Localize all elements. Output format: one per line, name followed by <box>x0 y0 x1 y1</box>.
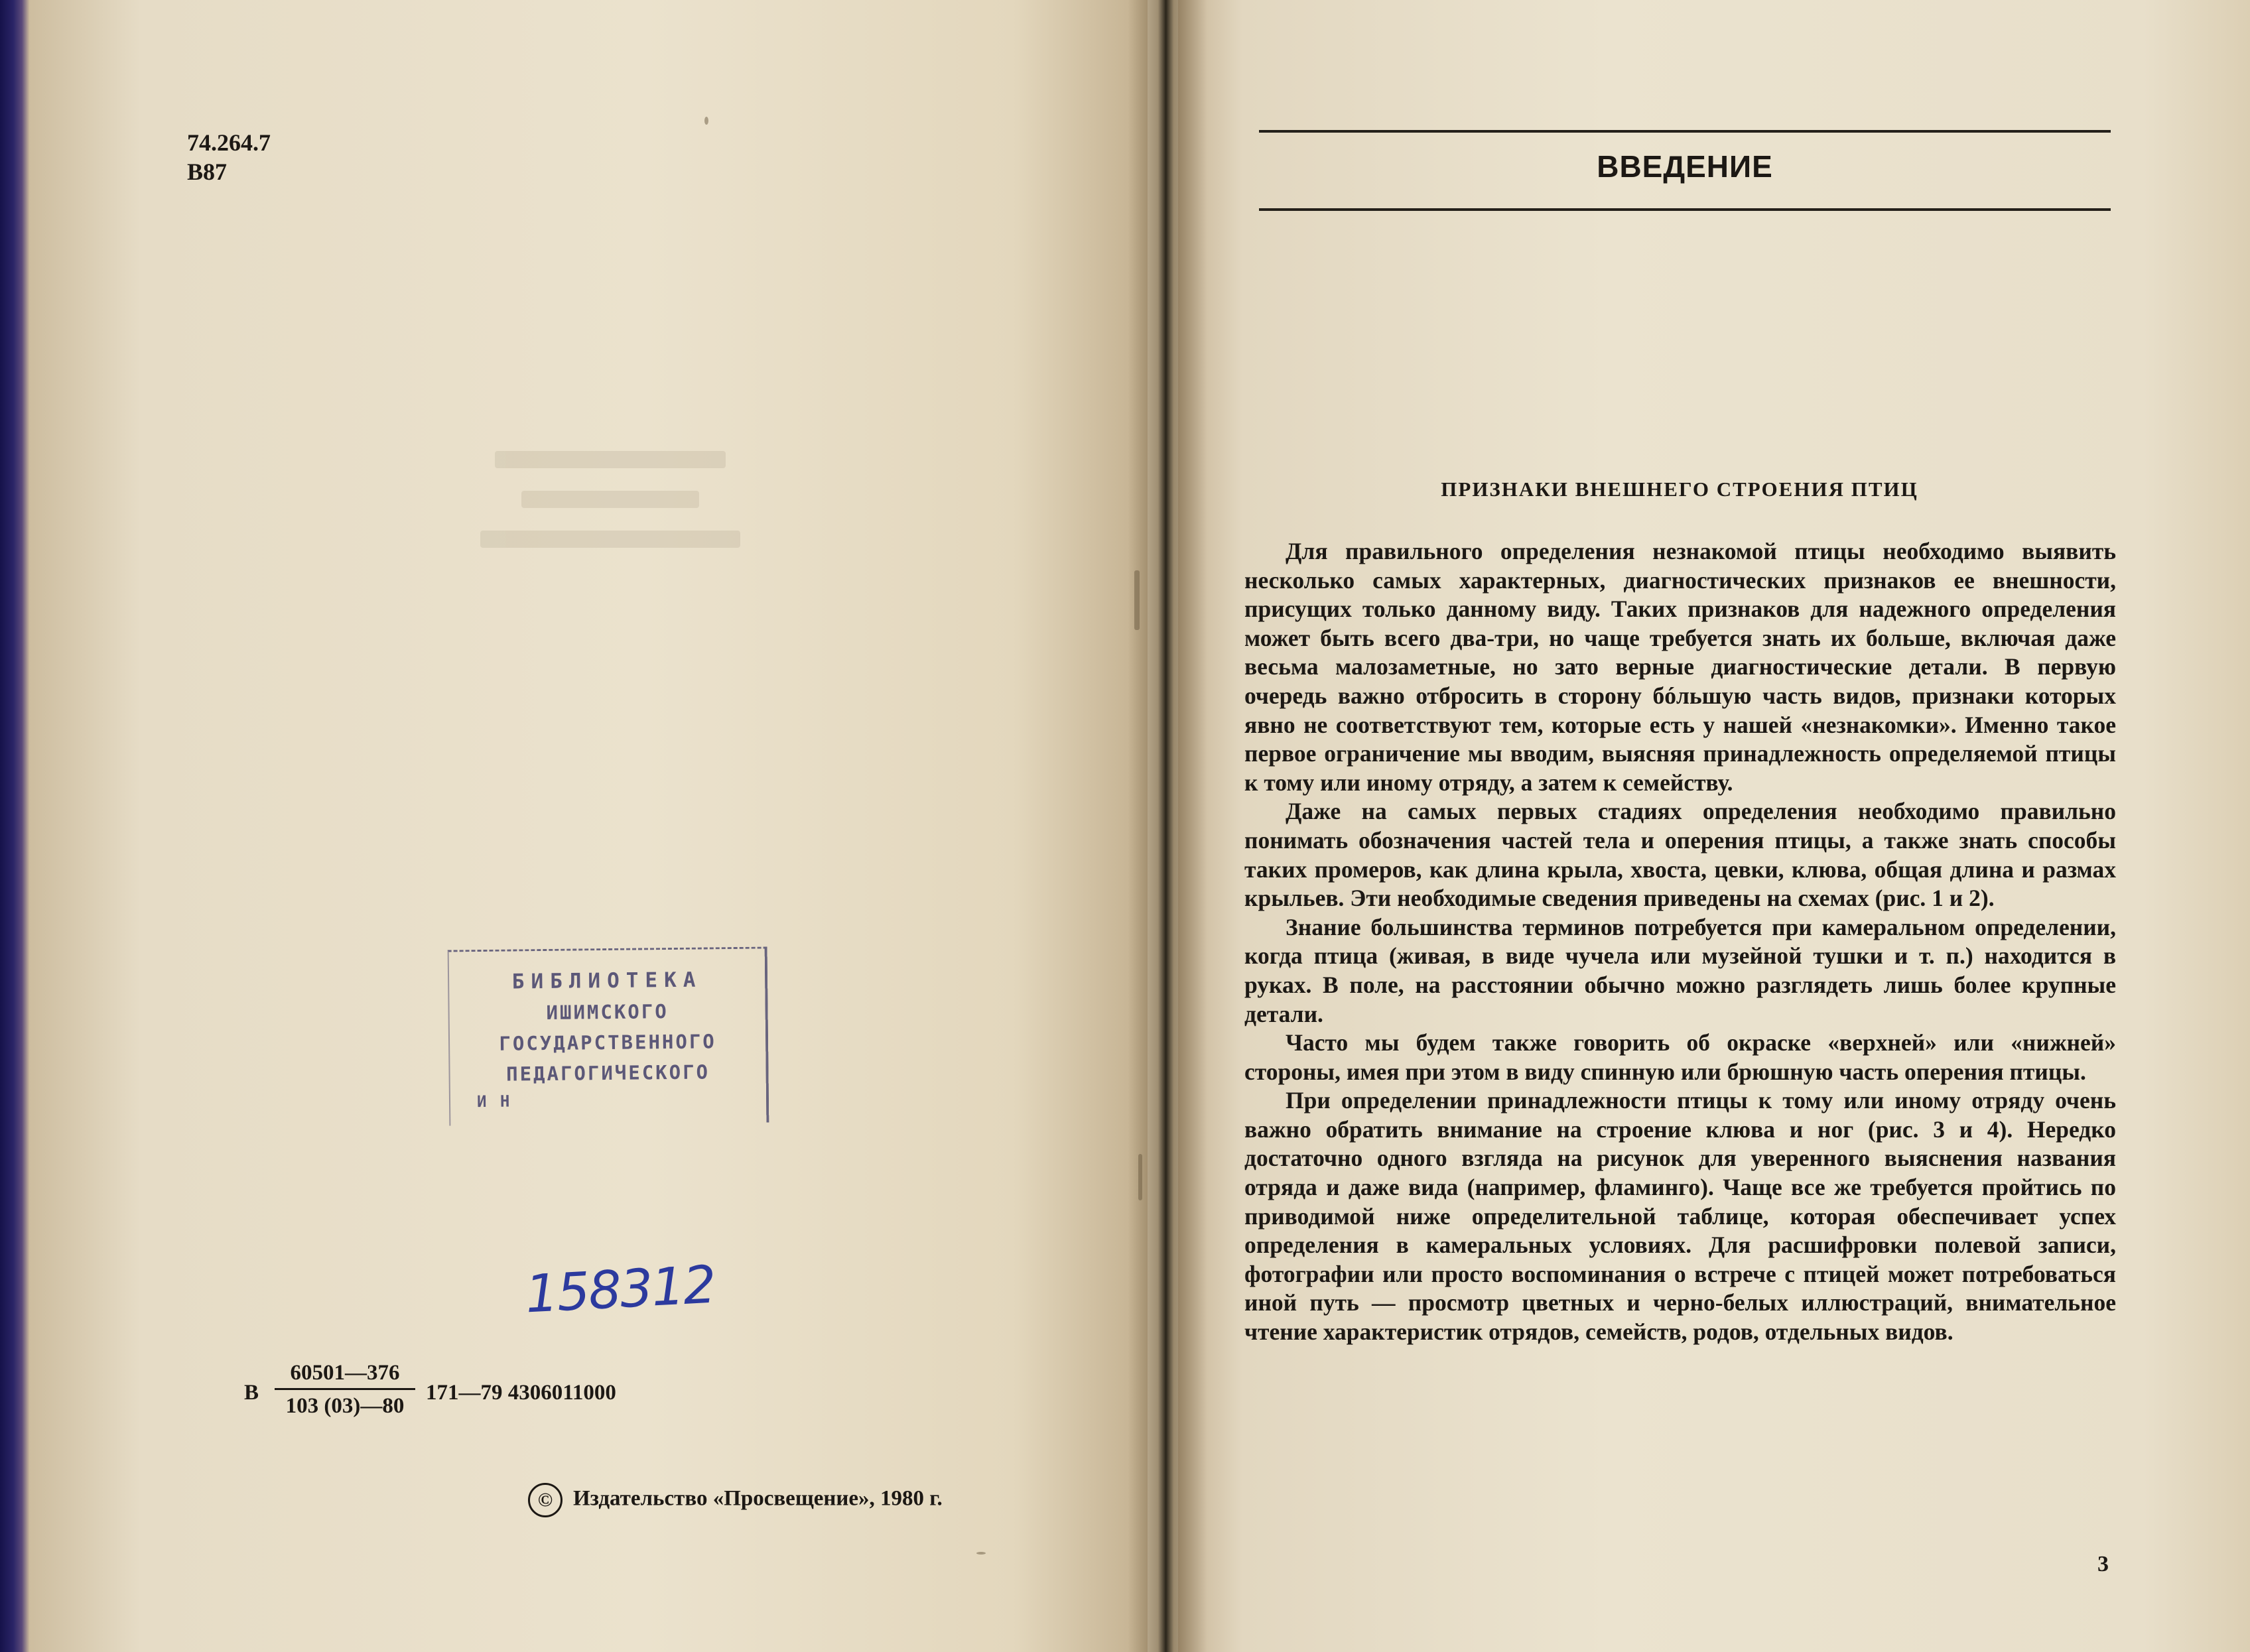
bbk-denominator: 103 (03)—80 <box>285 1394 405 1418</box>
body-text <box>1244 537 2116 1347</box>
stamp-line: И Н <box>476 1092 512 1112</box>
bbk-code: 171—79 4306011000 <box>426 1381 616 1405</box>
paragraph: Часто мы будем также говорить об окраске «верхней» или «нижней» стороны, имея при этом в виду спинную или брюшную часть оперения птицы. <box>1244 1029 2116 1085</box>
stamp-line: БИБЛИОТЕКА <box>511 968 702 994</box>
paragraph: Для правильного определения незнакомой птицы необходимо выявить несколько самых характерных, диагностических признаков ее внешности, присущих только данному виду. Таких признаков для надежного определения может быть всего два-три, но чаще требуется знать их больше, включая даже весьма малозаметные, но зато верные диагностические детали. В первую очередь важно отбросить в сторону бóльшую часть видов, признаки которых явно не соответствуют тем, которые есть у нашей «незнакомки». Именно такое первое ограничение мы вводим, выясняя принадлежность определяемой птицы к тому или иному отряду, а затем к семейству. <box>1244 538 2116 796</box>
paper-speck <box>976 1552 986 1555</box>
copyright-icon: © <box>528 1483 562 1517</box>
copyright-line <box>528 1483 943 1517</box>
stamp-line: ГОСУДАРСТВЕННОГО <box>499 1030 716 1055</box>
paper-speck <box>704 117 708 125</box>
paragraph: При определении принадлежности птицы к тому или иному отряду очень важно обратить внимание на строение клюва и ног (рис. 3 и 4). Нередко достаточно одного взгляда на рисунок для уверенного выяснения названия отряда и даже вида (например, фламинго). Чаще все же требуется пройтись по приводимой ниже определительной таблице, которая обеспечивает успех определения в камеральных условиях. Для расшифровки полевой записи, фотографии или просто воспоминания о встрече с птицей может потребоваться иной путь — просмотр цветных и черно-белых иллюстраций, внимательное чтение характеристик отрядов, семейств, родов, отдельных видов. <box>1244 1087 2116 1346</box>
title-rule-bottom <box>1259 208 2111 211</box>
cover-edge <box>0 0 29 1652</box>
bbk-letter: В <box>244 1381 259 1405</box>
bbk-numerator: 60501—376 <box>275 1361 415 1390</box>
paper-speck <box>1138 1154 1142 1200</box>
paragraph: Знание большинства терминов потребуется при камеральном определении, когда птица (живая, в виде чучела или музейной тушки и т. п.) находится в руках. В поле, на расстоянии обычно можно разглядеть лишь более крупные детали. <box>1244 913 2116 1027</box>
title-rule-top <box>1259 130 2111 133</box>
classification-block <box>187 128 271 186</box>
paper-speck <box>1134 570 1140 630</box>
handwritten-inventory-number: 158312 <box>523 1255 716 1325</box>
bleed-through-text <box>425 451 796 597</box>
udk-code: 74.264.7 <box>187 129 271 156</box>
stamp-line: ПЕДАГОГИЧЕСКОГО <box>505 1060 710 1086</box>
bbk-fraction <box>275 1361 415 1419</box>
book-gutter <box>1128 0 1207 1652</box>
stamp-line: ИШИМСКОГО <box>546 1000 669 1024</box>
paragraph: Даже на самых первых стадиях определения необходимо правильно понимать обозначения частей тела и оперения птицы, а также знать способы таких промеров, как длина крыла, хвоста, цевки, клюва, общая длина и размах крыльев. Эти необходимые сведения приведены на схемах (рис. 1 и 2). <box>1244 798 2116 912</box>
section-heading: ПРИЗНАКИ ВНЕШНЕГО СТРОЕНИЯ ПТИЦ <box>1441 477 1918 501</box>
library-stamp <box>448 946 769 1125</box>
author-code: В87 <box>187 159 228 185</box>
copyright-text: Издательство «Просвещение», 1980 г. <box>573 1486 943 1511</box>
page-number: 3 <box>2097 1552 2109 1576</box>
chapter-title: ВВЕДЕНИЕ <box>1597 149 1773 184</box>
